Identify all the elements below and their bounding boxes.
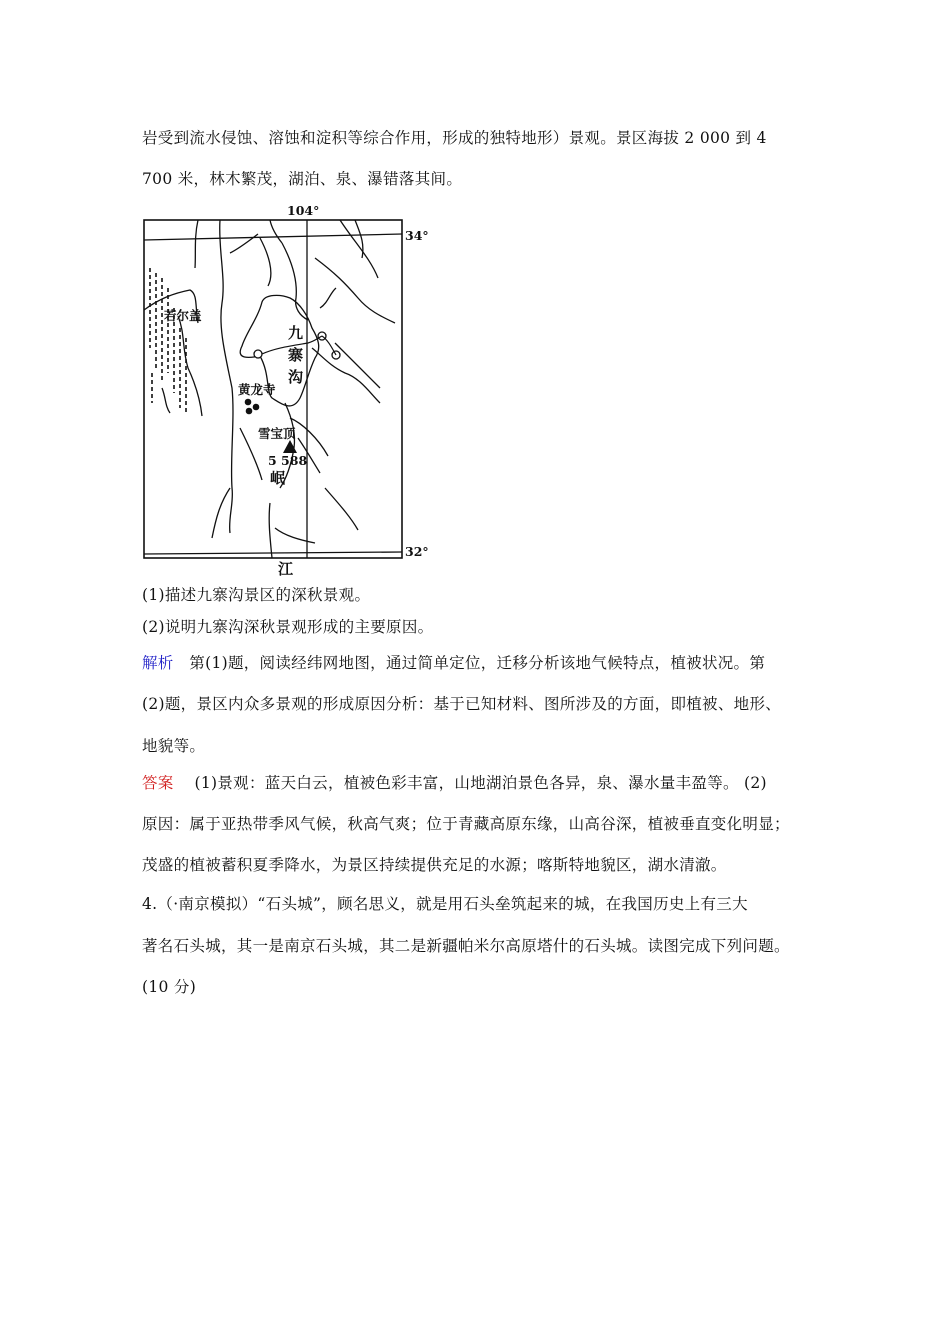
answer-text-1: (1)景观：蓝天白云，植被色彩丰富，山地湖泊景色各异，泉、瀑水量丰盈等。 (2) xyxy=(194,774,767,792)
analysis-line-1 xyxy=(142,653,765,673)
question4-line-3: (10 分) xyxy=(142,978,197,996)
label-gou: 沟 xyxy=(288,368,304,386)
parallel-32 xyxy=(144,552,402,554)
marsh-hatch xyxy=(150,268,186,413)
answer-line-3: 茂盛的植被蓄积夏季降水，为景区持续提供充足的水源；喀斯特地貌区，湖水清澈。 xyxy=(142,856,727,874)
question-2: (2)说明九寨沟深秋景观形成的主要原因。 xyxy=(142,618,434,636)
jiuzhaigou-map xyxy=(140,198,440,578)
question4-line-2: 著名石头城，其一是南京石头城，其二是新疆帕米尔高原塔什的石头城。读图完成下列问题。 xyxy=(142,937,790,955)
analysis-label: 解析 xyxy=(142,654,174,672)
lat-32-label: 32° xyxy=(405,544,429,559)
lake-3 xyxy=(254,350,262,358)
parallel-34 xyxy=(144,234,402,240)
question-1: (1)描述九寨沟景区的深秋景观。 xyxy=(142,586,371,604)
answer-line-1 xyxy=(142,773,767,793)
label-ruoergai: 若尔盖 xyxy=(164,308,202,323)
label-min: 岷 xyxy=(270,469,286,487)
answer-line-2: 原因：属于亚热带季风气候，秋高气爽；位于青藏高原东缘，山高谷深，植被垂直变化明显； xyxy=(142,815,790,833)
label-zhai: 寨 xyxy=(288,346,304,364)
huanglongsi-dots xyxy=(245,399,260,415)
label-jiu: 九 xyxy=(288,324,304,342)
lat-34-label: 34° xyxy=(405,228,429,243)
question4-line-1: 4.（·南京模拟）“石头城”，顾名思义，就是用石头垒筑起来的城，在我国历史上有三大 xyxy=(142,895,748,913)
intro-line-2: 700 米，林木繁茂，湖泊、泉、瀑错落其间。 xyxy=(142,170,463,188)
label-peak-name: 雪宝顶 xyxy=(258,426,296,441)
intro-line-1: 岩受到流水侵蚀、溶蚀和淀积等综合作用，形成的独特地形）景观。景区海拔 2 000 到 4 xyxy=(142,129,767,147)
label-huanglongsi: 黄龙寺 xyxy=(238,382,276,397)
label-peak-elev: 5 588 xyxy=(268,453,308,468)
analysis-line-3: 地貌等。 xyxy=(142,737,206,755)
lon-104-label: 104° xyxy=(287,203,320,218)
label-jiang: 江 xyxy=(278,560,294,578)
analysis-line-2: (2)题，景区内众多景观的形成原因分析：基于已知材料、图所涉及的方面，即植被、地形、 xyxy=(142,695,782,713)
answer-label: 答案 xyxy=(142,774,174,792)
analysis-text-1: 第(1)题，阅读经纬网地图，通过简单定位，迁移分析该地气候特点，植被状况。第 xyxy=(189,654,766,672)
